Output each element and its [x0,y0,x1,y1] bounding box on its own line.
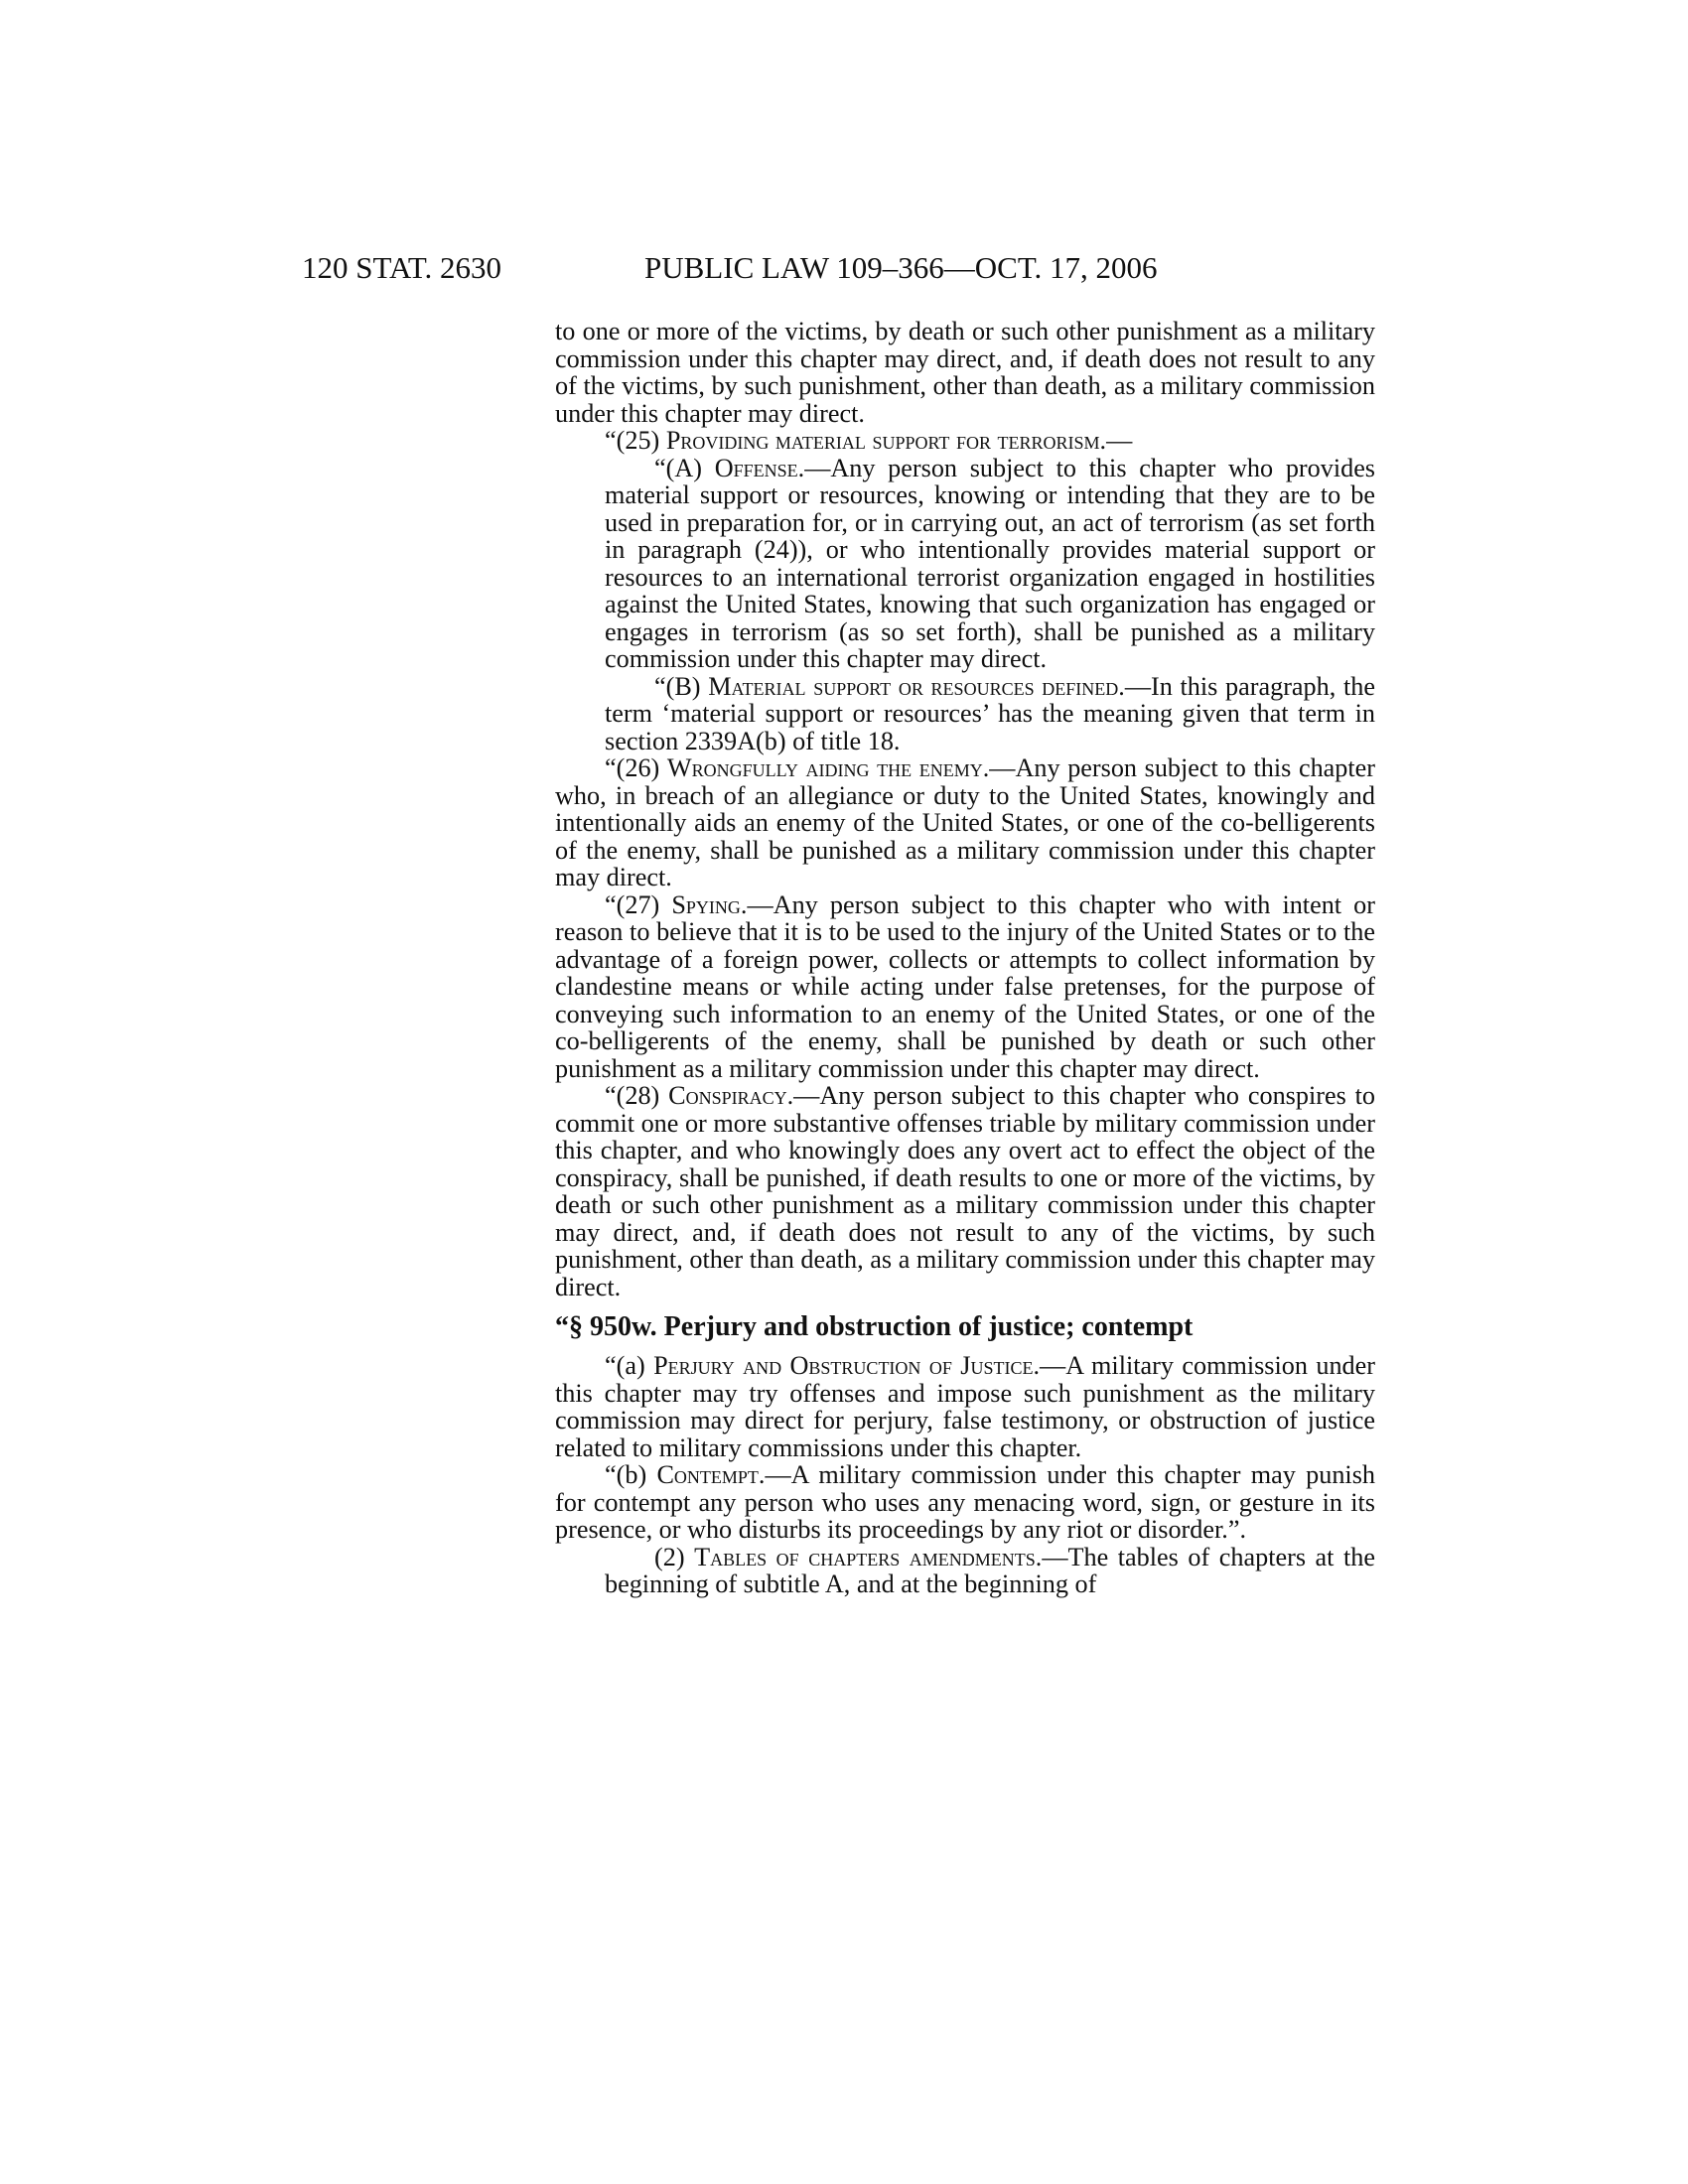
section-950w-heading: “§ 950w. Perjury and obstruction of justice; contempt [555,1311,1194,1342]
main-text-column [555,318,1375,1598]
paragraph-b-heading: Contempt. [656,1460,766,1489]
paragraph-27: “(27) Spying.—Any person subject to this chapter who with intent or reason to believe that it is to be used to the injury of the United States or to the advantage of a foreign power, collects or attempts to collect information by clandestine means or while acting under false pretenses, for the purpose of conveying such information to an enemy of the United States, or one of the co-belligerents of the enemy, shall be punished by death or such other punishment as a military commission under this chapter may direct. [555,889,1375,1083]
paragraph-28-heading: Conspiracy. [668,1081,794,1110]
paragraph-2: (2) Tables of chapters amendments.—The tables of chapters at the beginning of subtitle A, and at the beginning of [605,1542,1375,1598]
paragraph-25: “(25) Providing material support for terrorism.— [605,426,1133,455]
paragraph-26: “(26) Wrongfully aiding the enemy.—Any person subject to this chapter who, in breach of an allegiance or duty to the United States, knowingly and intentionally aids an enemy of the United States, or one of the co-belligerents of the enemy, shall be punished as a military commission under this chapter may direct. [555,753,1375,891]
intro-paragraph: to one or more of the victims, by death or such other punishment as a military commission under this chapter may direct, and, if death does not result to any of the victims, by such punishment, other than death, as a military commission under this chapter may direct. [555,317,1375,428]
page-ref: 120 STAT. 2630 [302,250,502,285]
paragraph-25b-heading: Material support or resources defined. [708,671,1125,701]
paragraph-26-heading: Wrongfully aiding the enemy. [666,753,990,782]
paragraph-25b: “(B) Material support or resources defined.—In this paragraph, the term ‘material support or resources’ has the meaning given that term in section 2339A(b) of title 18. [605,671,1375,755]
paragraph-25a: “(A) Offense.—Any person subject to this chapter who provides material support or resources, knowing or intending that they are to be used in preparation for, or in carrying out, an act of terrorism (as set forth in paragraph (24)), or who intentionally provides material support or resources to an international terrorist organization engaged in hostilities against the United States, knowing that such organization has engaged or engages in terrorism (as so set forth), shall be punished as a military commission under this chapter may direct. [605,453,1376,673]
paragraph-a-heading: Perjury and Obstruction of Justice. [653,1351,1040,1380]
paragraph-a: “(a) Perjury and Obstruction of Justice.—A military commission under this chapter may try offenses and impose such punishment as the military commission may direct for perjury, false testimony, or obstruction of justice related to military commissions under this chapter. [555,1351,1375,1462]
paragraph-25-heading: Providing material support for terrorism.— [665,426,1133,455]
paragraph-2-heading: Tables of chapters amendments. [694,1542,1043,1571]
paragraph-b: “(b) Contempt.—A military commission under this chapter may punish for contempt any person who uses any menacing word, sign, or gesture in its presence, or who disturbs its proceedings by any riot or disorder.”. [555,1460,1375,1544]
paragraph-27-heading: Spying. [671,889,748,919]
page-header [302,248,1394,288]
paragraph-25a-heading: Offense. [714,453,805,482]
page-title: PUBLIC LAW 109–366—OCT. 17, 2006 [644,250,1158,285]
paragraph-28: “(28) Conspiracy.—Any person subject to this chapter who conspires to commit one or more substantive offenses triable by military commission under this chapter, and who knowingly does any overt act to effect the object of the conspiracy, shall be punished, if death results to one or more of the victims, by death or such other punishment as a military commission under this chapter may direct, and, if death does not result to any of the victims, by such punishment, other than death, as a military commission under this chapter may direct. [555,1081,1375,1301]
